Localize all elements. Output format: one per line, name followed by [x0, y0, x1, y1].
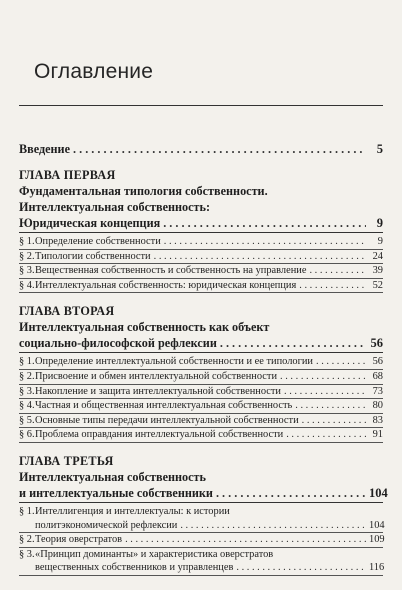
section-number: § 1.	[19, 356, 35, 368]
dot-leader	[125, 533, 366, 547]
chapter-title-line: и интеллектуальные собственники	[19, 485, 213, 500]
toc-section[interactable]	[19, 414, 383, 429]
toc-section[interactable]	[19, 370, 383, 385]
table-of-contents	[19, 142, 388, 586]
dot-leader	[73, 142, 366, 157]
page-number: 73	[372, 385, 383, 397]
page-number: 104	[369, 519, 385, 531]
page-number: 83	[372, 414, 383, 426]
dot-leader	[302, 414, 366, 428]
section-title: Частная и общественная интеллектуальная собственность	[35, 400, 293, 412]
section-number: § 2.	[19, 250, 35, 262]
section-title: политэкономической рефлексии	[35, 519, 178, 531]
chapter-title-line: социально-философской рефлексии	[19, 336, 217, 351]
page-number: 5	[376, 142, 383, 156]
page-number: 109	[369, 534, 385, 546]
page-number: 24	[372, 250, 383, 262]
toc-section[interactable]	[19, 264, 383, 279]
page-number: 80	[372, 400, 383, 412]
dot-leader	[280, 370, 366, 384]
toc-section[interactable]	[19, 235, 383, 250]
chapter-title-line: Интеллектуальная собственность	[19, 469, 206, 484]
page-number: 52	[372, 279, 383, 291]
section-number: § 2.	[19, 370, 35, 382]
chapter-title[interactable]	[19, 319, 383, 353]
toc-section[interactable]	[19, 505, 383, 533]
page-number: 68	[372, 370, 383, 382]
chapter-heading: ГЛАВА ПЕРВАЯ	[19, 168, 116, 182]
section-title: Интеллектуальная собственность: юридическая концепция	[35, 279, 297, 291]
section-title: Присвоение и обмен интеллектуальной собственности	[35, 370, 278, 382]
chapter-title-line: Фундаментальная типология собственности.	[19, 184, 268, 198]
dot-leader	[236, 561, 366, 575]
section-title: Проблема оправдания интеллектуальной собственности	[35, 429, 284, 441]
dot-leader	[284, 385, 366, 399]
chapter-heading: ГЛАВА ТРЕТЬЯ	[19, 453, 114, 468]
section-title: «Принцип доминанты» и характеристика оверстратов	[35, 548, 274, 560]
section-list	[19, 505, 383, 576]
page-number: 116	[369, 562, 385, 574]
dot-leader	[220, 335, 366, 351]
section-title: Вещественная собственность и собственность на управление	[35, 265, 307, 277]
chapter-title-line: Интеллектуальная собственность как объект	[19, 320, 270, 335]
title-rule	[19, 105, 383, 106]
section-number: § 3.	[19, 548, 35, 560]
dot-leader	[164, 235, 366, 249]
page-number: 56	[370, 336, 383, 351]
section-number: § 5.	[19, 414, 35, 426]
section-number: § 6.	[19, 429, 35, 441]
chapter-3	[19, 453, 388, 576]
toc-section[interactable]	[19, 355, 383, 370]
section-number: § 3.	[19, 385, 35, 397]
toc-section[interactable]	[19, 399, 383, 414]
toc-section[interactable]	[19, 385, 383, 400]
dot-leader	[216, 485, 366, 501]
section-list	[19, 355, 383, 443]
dot-leader	[180, 519, 366, 533]
dot-leader	[295, 399, 366, 413]
section-title: Основные типы передачи интеллектуальной собственности	[35, 414, 299, 426]
chapter-2	[19, 303, 383, 443]
section-title: Интеллигенция и интеллектуалы: к истории	[35, 505, 230, 517]
section-number: § 4.	[19, 279, 35, 291]
section-number: § 1.	[19, 505, 35, 517]
dot-leader	[309, 264, 366, 278]
toc-section[interactable]	[19, 279, 383, 294]
toc-section[interactable]	[19, 428, 383, 443]
dot-leader	[299, 279, 366, 293]
toc-section[interactable]	[19, 533, 383, 548]
page-title: Оглавление	[34, 60, 154, 83]
dot-leader	[286, 428, 366, 442]
page-number: 104	[369, 485, 388, 500]
section-title: Теория оверстратов	[35, 534, 123, 546]
chapter-title[interactable]	[19, 183, 383, 233]
dot-leader	[163, 215, 366, 231]
section-title: Типологии собственности	[35, 250, 151, 262]
toc-section[interactable]	[19, 250, 383, 265]
section-title: Накопление и защита интеллектуальной собственности	[35, 385, 281, 397]
page-number: 56	[372, 356, 383, 368]
page-number: 9	[376, 216, 383, 230]
page-number: 39	[372, 265, 383, 277]
section-title: вещественных собственников и управленцев	[35, 562, 234, 574]
chapter-title[interactable]	[19, 469, 388, 503]
chapter-1	[19, 167, 383, 293]
entry-label: Введение	[19, 142, 70, 156]
chapter-title-line: Интеллектуальная собственность:	[19, 200, 211, 214]
toc-section[interactable]	[19, 548, 383, 576]
section-number: § 2.	[19, 534, 35, 546]
section-list	[19, 235, 383, 293]
page-number: 91	[372, 429, 383, 441]
dot-leader	[154, 250, 366, 264]
toc-entry-introduction[interactable]	[19, 142, 383, 157]
section-number: § 1.	[19, 236, 35, 247]
chapter-title-line: Юридическая концепция	[19, 216, 161, 230]
section-number: § 3.	[19, 265, 35, 277]
section-title: Определение собственности	[35, 236, 161, 247]
section-number: § 4.	[19, 400, 35, 412]
dot-leader	[316, 355, 366, 369]
section-title: Определение интеллектуальной собственности и ее типологии	[35, 356, 313, 368]
page-number: 9	[377, 236, 383, 247]
chapter-heading: ГЛАВА ВТОРАЯ	[19, 304, 115, 319]
